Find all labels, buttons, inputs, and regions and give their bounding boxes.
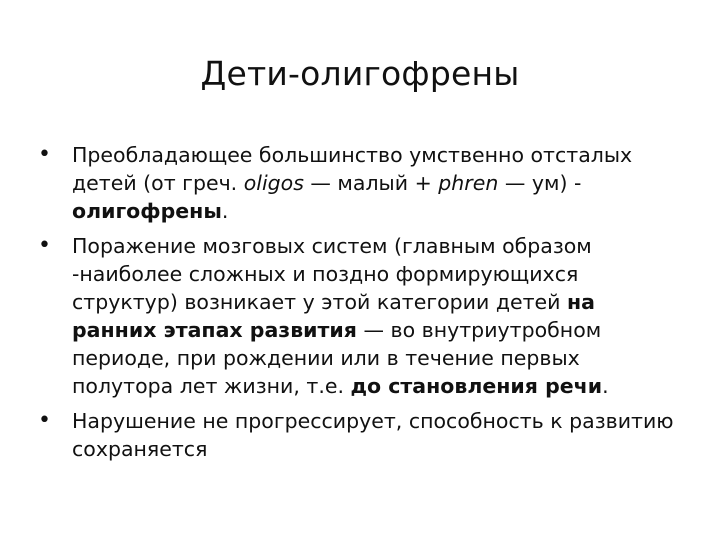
bullet-1-text-part: — малый + — [303, 171, 439, 195]
bullet-1-text-part: Преобладающее большинство умственно отсталых детей (от греч. — [72, 143, 633, 195]
bullet-item-2 — [38, 232, 682, 400]
bullet-list — [38, 141, 698, 470]
bullet-1-text — [72, 143, 632, 223]
bullet-icon: • — [38, 233, 51, 258]
bullet-1-bold-term: олигофрены — [72, 199, 222, 223]
bullet-2-text-part: Поражение мозговых систем (главным образом -наиболее сложных и поздно формирующихся структур) возникает у этой категории детей — [72, 234, 592, 314]
bullet-1-italic-phren: phren — [438, 171, 499, 195]
bullet-item-1 — [38, 141, 682, 225]
bullet-3-text: Нарушение не прогрессирует, способность к развитию сохраняется — [72, 409, 674, 461]
bullet-1-text-part: — ум) - — [498, 171, 582, 195]
bullet-2-text — [72, 234, 609, 398]
bullet-item-3 — [38, 407, 682, 463]
bullet-icon: • — [38, 408, 51, 433]
slide-title: Дети-олигофрены — [200, 54, 520, 93]
bullet-2-bold-before-speech: до становления речи — [350, 374, 603, 398]
bullet-1-text-part: . — [221, 199, 229, 223]
bullet-1-italic-oligos: oligos — [243, 171, 304, 195]
bullet-icon: • — [38, 142, 51, 167]
bullet-2-text-part: . — [602, 374, 609, 398]
bullet-2-text-part: — во внутриутробном периоде, при рождении или в течение первых полутора лет жизни, т.е. — [72, 318, 602, 398]
bullet-2-bold-early-stages: на ранних этапах развития — [72, 290, 595, 342]
